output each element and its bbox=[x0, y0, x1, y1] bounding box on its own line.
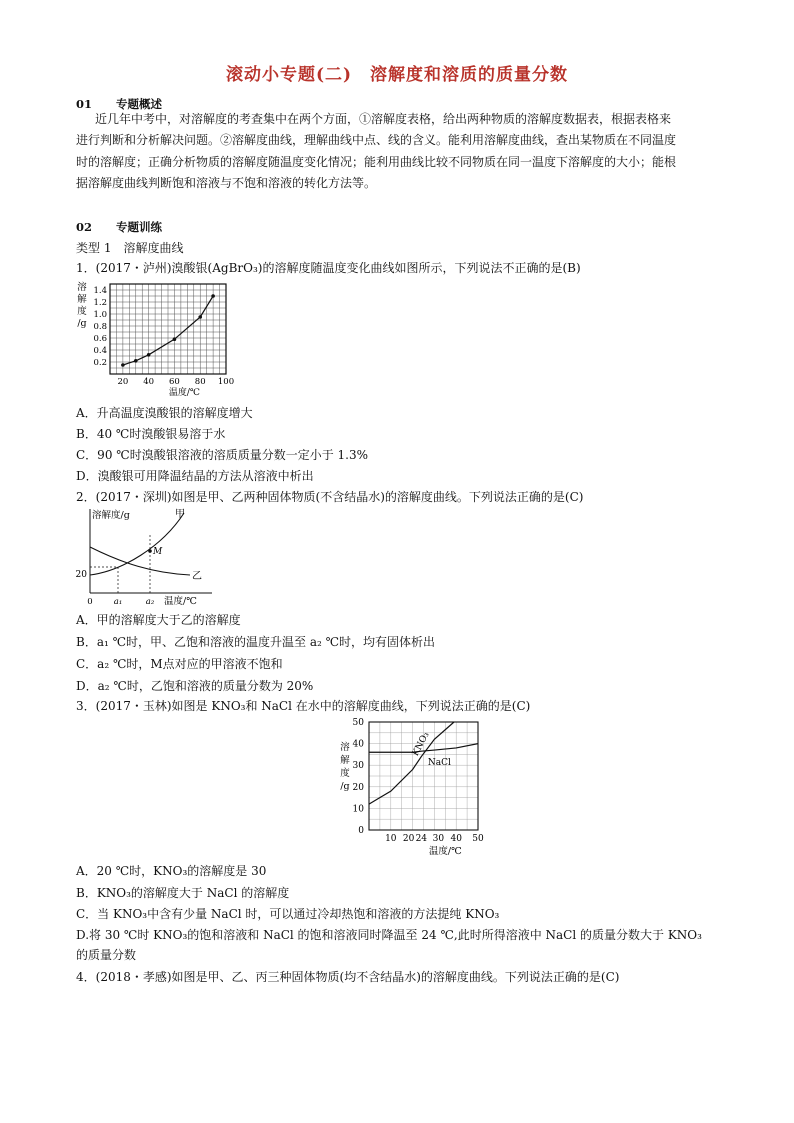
section-header-training bbox=[76, 219, 162, 235]
page-title: 滚动小专题(二) 溶解度和溶质的质量分数 bbox=[225, 65, 569, 85]
section-number: 01 bbox=[76, 97, 93, 111]
point-m bbox=[148, 549, 152, 553]
x-tick-label: 100 bbox=[217, 377, 234, 387]
q3-option-b: B．KNO₃的溶解度大于 NaCl 的溶解度 bbox=[76, 886, 290, 900]
y-axis-label: 溶 bbox=[340, 742, 350, 753]
point-m-label: M bbox=[153, 547, 163, 557]
series-label: 乙 bbox=[192, 571, 202, 582]
x-tick-label: 20 bbox=[117, 377, 129, 387]
y-tick-label: 10 bbox=[352, 804, 364, 815]
x-tick-label: 40 bbox=[450, 834, 462, 844]
question-3-stem: 3．(2017・玉林)如图是 KNO₃和 NaCl 在水中的溶解度曲线，下列说法正确的是(C) bbox=[76, 699, 531, 713]
x-tick-label: 30 bbox=[432, 834, 445, 844]
x-axis-label: 温度/℃ bbox=[428, 846, 462, 856]
x-tick-label: 20 bbox=[402, 834, 415, 844]
y-tick-label: 0 bbox=[358, 826, 364, 836]
data-point bbox=[134, 359, 138, 363]
series-label: KNO₃ bbox=[410, 730, 432, 758]
q3-option-a: A．20 ℃时，KNO₃的溶解度是 30 bbox=[76, 864, 267, 878]
q2-option-b: B．a₁ ℃时，甲、乙饱和溶液的温度升温至 a₂ ℃时，均有固体析出 bbox=[76, 635, 436, 649]
question-1-stem: 1．(2017・泸州)溴酸银(AgBrO₃)的溶解度随温度变化曲线如图所示，下列说法不正确的是(B) bbox=[76, 261, 581, 275]
y-tick-label: 50 bbox=[352, 718, 364, 728]
overview-line: 据溶解度曲线判断饱和溶液与不饱和溶液的转化方法等。 bbox=[76, 176, 377, 190]
chart-jia-yi-solubility bbox=[72, 505, 232, 612]
data-point bbox=[198, 315, 202, 319]
y-tick-label: 30 bbox=[352, 761, 364, 772]
data-point bbox=[147, 353, 151, 357]
x-tick-label: 60 bbox=[169, 377, 180, 387]
q1-option-d: D．溴酸银可用降温结晶的方法从溶液中析出 bbox=[76, 469, 314, 483]
chart-2-plot bbox=[76, 508, 212, 607]
x-tick-label: 24 bbox=[415, 834, 428, 844]
y-axis-label: 解 bbox=[77, 294, 87, 305]
y-tick-label: 20 bbox=[75, 570, 87, 580]
chart-agbro3-solubility bbox=[74, 278, 234, 403]
section-number: 02 bbox=[76, 220, 93, 234]
y-axis-label: 度 bbox=[340, 768, 350, 779]
q1-option-c: C．90 ℃时溴酸银溶液的溶质质量分数一定小于 1.3% bbox=[76, 448, 368, 462]
chart-1-plot bbox=[77, 281, 234, 398]
question-2-stem: 2．(2017・深圳)如图是甲、乙两种固体物质(不含结晶水)的溶解度曲线。下列说法正确的是(C) bbox=[76, 490, 584, 504]
x-tick-label: a₁ bbox=[113, 597, 123, 607]
y-axis-label: 溶 bbox=[77, 282, 87, 293]
y-axis-label: /g bbox=[340, 781, 350, 792]
y-axis-label: 解 bbox=[340, 755, 350, 766]
y-tick-label: 1.2 bbox=[93, 298, 107, 308]
y-tick-label: 20 bbox=[352, 782, 364, 793]
overview-line: 近几年中考中，对溶解度的考查集中在两个方面，①溶解度表格，给出两种物质的溶解度数据表，根据表格来 bbox=[95, 112, 672, 126]
type-heading: 类型 1 溶解度曲线 bbox=[76, 241, 184, 255]
section-title: 专题训练 bbox=[116, 220, 162, 234]
y-tick-label: 1.4 bbox=[93, 286, 107, 296]
series-label: 甲 bbox=[175, 509, 185, 520]
q3-option-c: C．当 KNO₃中含有少量 NaCl 时，可以通过冷却热饱和溶液的方法提纯 KNO₃ bbox=[76, 907, 500, 921]
q3-option-d: D.将 30 ℃时 KNO₃的饱和溶液和 NaCl 的饱和溶液同时降温至 24 ℃,此时所得溶液中 NaCl 的质量分数大于 KNO₃ bbox=[76, 928, 702, 942]
y-tick-label: 1.0 bbox=[93, 310, 107, 320]
x-tick-label: 80 bbox=[194, 377, 206, 387]
y-axis-label: /g bbox=[77, 318, 87, 329]
q2-option-a: A．甲的溶解度大于乙的溶解度 bbox=[76, 613, 241, 627]
data-point bbox=[211, 294, 215, 298]
y-tick-label: 0.8 bbox=[93, 322, 107, 332]
y-tick-label: 40 bbox=[352, 739, 364, 750]
q2-option-d: D．a₂ ℃时，乙饱和溶液的质量分数为 20% bbox=[76, 679, 314, 693]
y-tick-label: 0.4 bbox=[93, 346, 107, 356]
y-axis-label: 溶解度/g bbox=[92, 510, 130, 521]
overview-line: 时的溶解度；正确分析物质的溶解度随温度变化情况；能利用曲线比较不同物质在同一温度下溶解度的大小；能根 bbox=[76, 155, 677, 169]
x-tick-label: a₂ bbox=[145, 597, 155, 607]
x-axis-label: 温度/℃ bbox=[168, 388, 200, 398]
x-tick-label: 40 bbox=[143, 377, 155, 387]
overview-line: 进行判断和分析解决问题。②溶解度曲线，理解曲线中点、线的含义。能利用溶解度曲线，查出某物质在不同温度 bbox=[76, 133, 677, 147]
section-title: 专题概述 bbox=[116, 97, 162, 111]
series-label: NaCl bbox=[427, 758, 451, 769]
series-yi-curve bbox=[90, 547, 190, 575]
x-tick-label: 10 bbox=[385, 834, 397, 844]
y-tick-label: 0.2 bbox=[93, 358, 107, 368]
data-point bbox=[173, 337, 177, 341]
y-axis-label: 度 bbox=[77, 306, 87, 317]
q1-option-a: A．升高温度溴酸银的溶解度增大 bbox=[76, 406, 253, 420]
x-tick-label: 50 bbox=[472, 834, 484, 844]
q3-option-d-cont: 的质量分数 bbox=[76, 948, 137, 962]
q2-option-c: C．a₂ ℃时，M点对应的甲溶液不饱和 bbox=[76, 657, 283, 671]
x-axis-label: 温度/℃ bbox=[164, 596, 197, 607]
x-tick-label: 0 bbox=[87, 597, 93, 607]
chart-kno3-nacl-solubility bbox=[333, 714, 493, 856]
chart-3-plot bbox=[340, 718, 484, 856]
q1-option-b: B．40 ℃时溴酸银易溶于水 bbox=[76, 427, 226, 441]
y-tick-label: 0.6 bbox=[93, 334, 107, 344]
question-4-stem: 4．(2018・孝感)如图是甲、乙、丙三种固体物质(均不含结晶水)的溶解度曲线。下列说法正确的是(C) bbox=[76, 970, 620, 984]
data-point bbox=[121, 363, 125, 367]
